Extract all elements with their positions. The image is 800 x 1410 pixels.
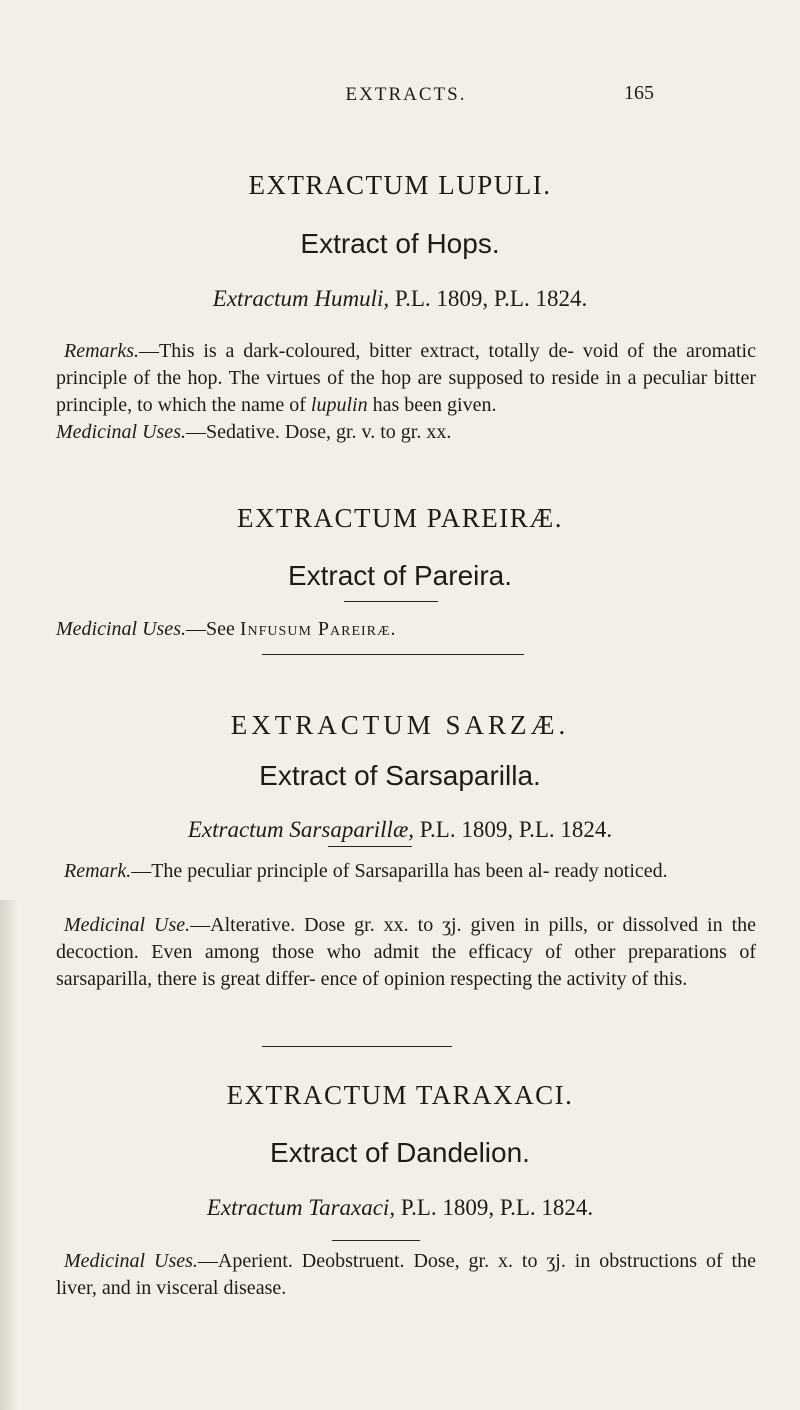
- pharmacopoeia-refs: P.L. 1809, P.L. 1824.: [400, 1195, 594, 1220]
- uses-paragraph-lupuli: [56, 419, 756, 446]
- remarks-text: —This is a dark-coloured, bitter extract, totally de- void of the aromatic principle of the hop. The virtues of the hop are supposed to reside in a peculiar bitter principle, to which the name of: [56, 340, 756, 416]
- section-subtitle-pareirae: Extract of Pareira.: [287, 560, 513, 591]
- uses-text: —See: [185, 618, 235, 640]
- running-head: [0, 84, 800, 106]
- pharmacopoeia-refs: P.L. 1809, P.L. 1824.: [394, 286, 588, 311]
- uses-text: —Aperient. Deobstruent. Dose, gr. x. to ʒj. in obstructions of the liver, and in visceral disease.: [56, 1250, 756, 1299]
- uses-paragraph-pareirae: [56, 616, 756, 643]
- cross-reference: Infusum Pareiræ.: [239, 618, 397, 640]
- pharmacopoeia-name: Extractum Humuli,: [212, 286, 390, 311]
- uses-label: Medicinal Uses.: [64, 1250, 198, 1272]
- uses-paragraph-sarzae: [56, 912, 756, 993]
- running-head-text: EXTRACTS.: [345, 84, 467, 105]
- remarks-paragraph-sarzae: [56, 858, 756, 885]
- divider-rule: [344, 601, 438, 602]
- uses-text: —Alterative. Dose gr. xx. to ʒj. given in pills, or dissolved in the decoction. Even among those who admit the efficacy of other preparations of sarsaparilla, there is great differ- ence of opinion respecting the activity of this.: [56, 914, 756, 990]
- section-subtitle-sarzae: Extract of Sarsaparilla.: [259, 760, 541, 791]
- section-title-pareirae: EXTRACTUM PAREIRÆ.: [236, 503, 564, 533]
- remarks-label: Remark.: [64, 860, 132, 882]
- pharmacopoeia-line-taraxaci: [0, 1195, 800, 1221]
- divider-rule: [328, 846, 412, 847]
- divider-rule: [332, 1240, 420, 1241]
- remarks-term: lupulin: [310, 394, 368, 416]
- pharmacopoeia-line-lupuli: [0, 286, 800, 312]
- section-subtitle-lupuli: Extract of Hops.: [300, 228, 500, 259]
- section-title-lupuli: EXTRACTUM LUPULI.: [248, 170, 552, 200]
- uses-label: Medicinal Use.: [64, 914, 191, 936]
- pharmacopoeia-name: Extractum Sarsaparillæ,: [187, 817, 415, 842]
- remarks-paragraph-lupuli: [56, 338, 756, 419]
- pharmacopoeia-name: Extractum Taraxaci,: [206, 1195, 396, 1220]
- divider-rule: [262, 654, 524, 655]
- remarks-tail: has been given.: [372, 394, 497, 416]
- section-title-sarzae: EXTRACTUM SARZÆ.: [230, 710, 570, 740]
- section-subtitle-taraxaci: Extract of Dandelion.: [270, 1137, 530, 1168]
- remarks-text: —The peculiar principle of Sarsaparilla has been al- ready noticed.: [131, 860, 668, 882]
- pharmacopoeia-line-sarzae: [0, 817, 800, 843]
- uses-paragraph-taraxaci: [56, 1248, 756, 1302]
- pharmacopoeia-refs: P.L. 1809, P.L. 1824.: [419, 817, 613, 842]
- divider-rule: [262, 1046, 452, 1047]
- uses-label: Medicinal Uses.: [56, 421, 186, 443]
- uses-text: —Sedative. Dose, gr. v. to gr. xx.: [185, 421, 452, 443]
- remarks-label: Remarks.: [64, 340, 139, 362]
- uses-label: Medicinal Uses.: [56, 618, 186, 640]
- page-number: 165: [624, 82, 654, 104]
- section-title-taraxaci: EXTRACTUM TARAXACI.: [226, 1080, 574, 1110]
